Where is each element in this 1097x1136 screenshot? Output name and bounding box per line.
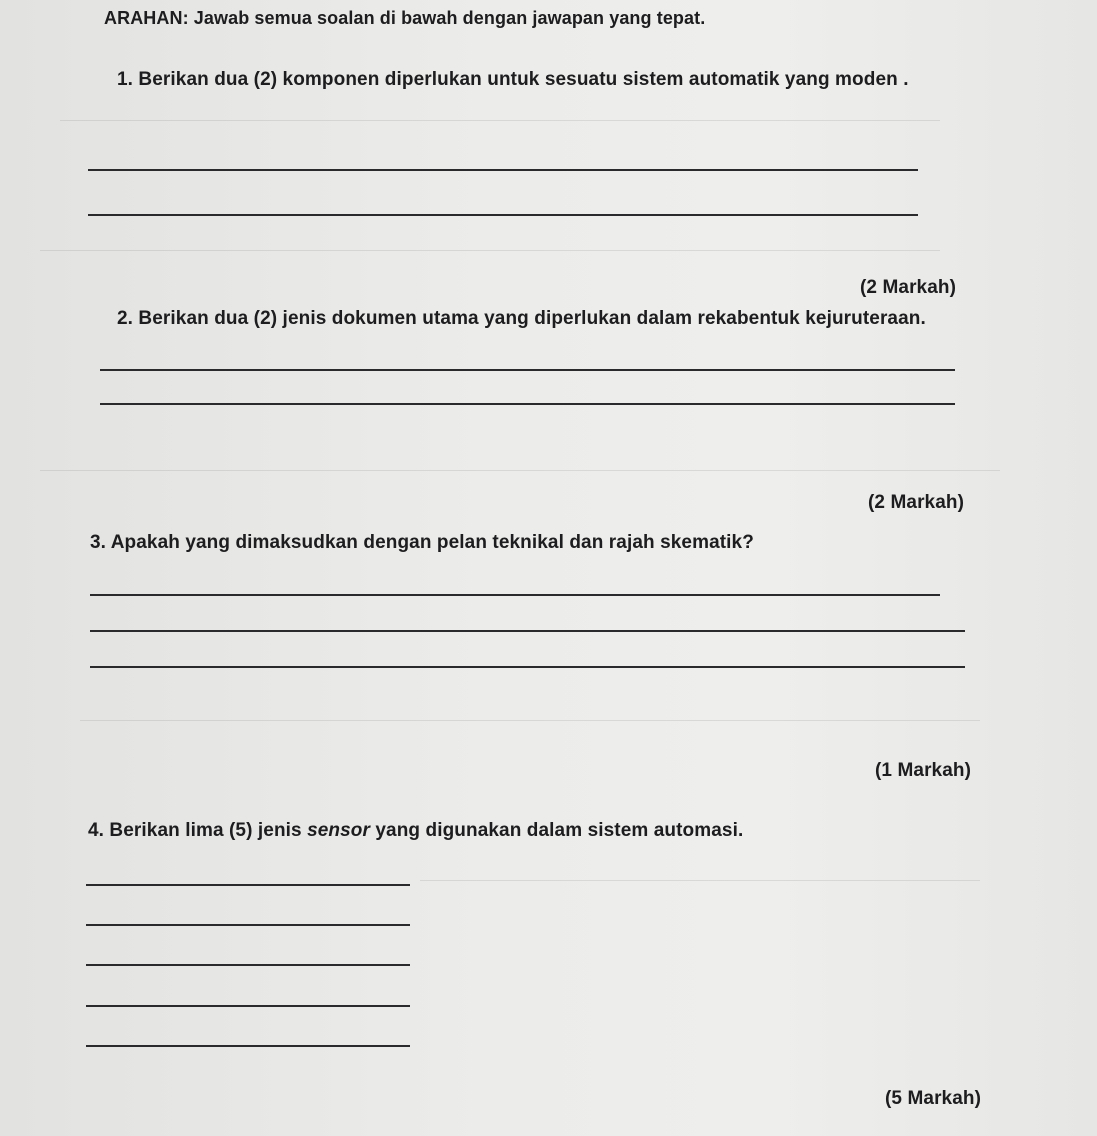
answer-line-q3-3[interactable] [90, 666, 965, 668]
question-4-marks: (5 Markah) [885, 1088, 982, 1109]
answer-line-q1-2[interactable] [88, 214, 918, 216]
question-2-text: 2. Berikan dua (2) jenis dokumen utama yang diperlukan dalam rekabentuk kejuruteraan. [117, 308, 926, 329]
question-1-text: 1. Berikan dua (2) komponen diperlukan untuk sesuatu sistem automatik yang moden . [117, 69, 909, 90]
answer-line-q4-4[interactable] [86, 1005, 410, 1007]
answer-line-q1-1[interactable] [88, 169, 918, 171]
answer-line-q3-2[interactable] [90, 630, 965, 632]
background-showthrough [420, 880, 980, 881]
instruction-text: ARAHAN: Jawab semua soalan di bawah dengan jawapan yang tepat. [104, 8, 706, 28]
question-4-text: 4. Berikan lima (5) jenis sensor yang digunakan dalam sistem automasi. [88, 820, 744, 841]
answer-line-q4-1[interactable] [86, 884, 410, 886]
background-showthrough [40, 250, 940, 251]
background-showthrough [60, 120, 940, 121]
answer-line-q2-1[interactable] [100, 369, 955, 371]
question-3-text: 3. Apakah yang dimaksudkan dengan pelan teknikal dan rajah skematik? [90, 532, 754, 553]
question-3-marks: (1 Markah) [875, 760, 972, 781]
question-2-marks: (2 Markah) [868, 492, 965, 513]
question-1-marks: (2 Markah) [860, 277, 957, 298]
background-showthrough [40, 470, 1000, 471]
answer-line-q4-2[interactable] [86, 924, 410, 926]
answer-line-q3-1[interactable] [90, 594, 940, 596]
sensor-term: sensor [307, 820, 370, 841]
answer-line-q2-2[interactable] [100, 403, 955, 405]
background-showthrough [80, 720, 980, 721]
answer-line-q4-3[interactable] [86, 964, 410, 966]
answer-line-q4-5[interactable] [86, 1045, 410, 1047]
